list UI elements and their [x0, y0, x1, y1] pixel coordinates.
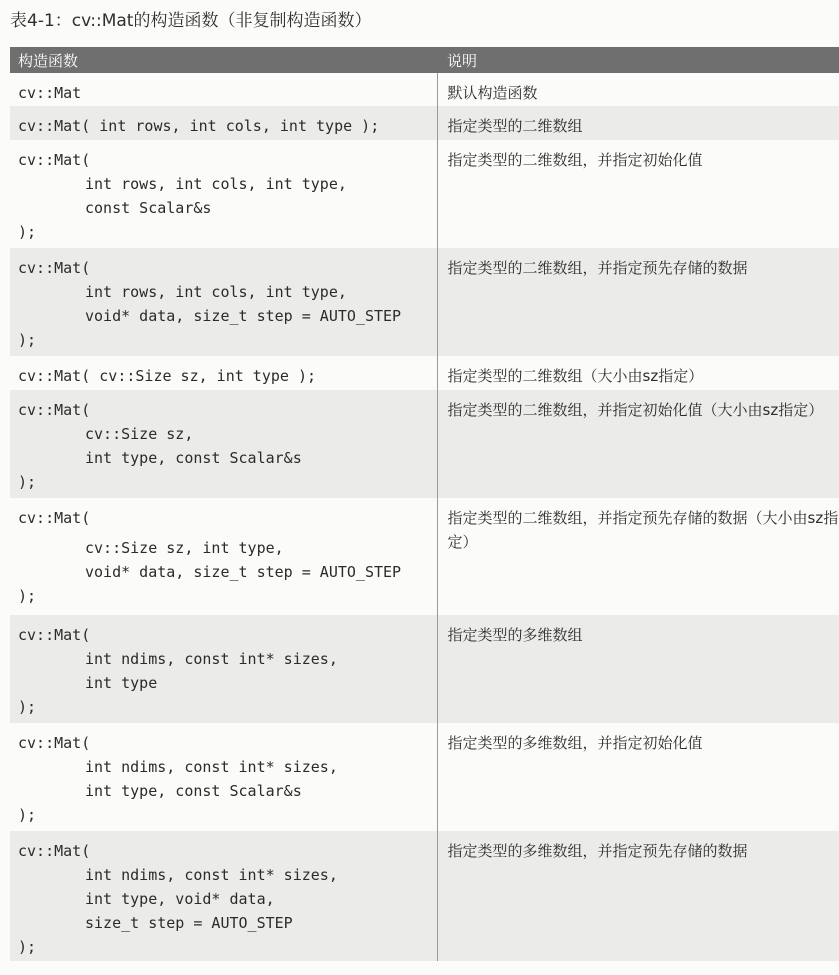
table-header-row [10, 47, 839, 73]
code-line: int type, const Scalar&s [85, 449, 302, 467]
code-cell [10, 498, 437, 615]
code-line: int ndims, const int* sizes, [85, 758, 338, 776]
code-line: cv::Mat( [18, 626, 91, 644]
header-constructor: 构造函数 [10, 47, 437, 73]
description-cell [437, 73, 839, 106]
code-line: cv::Mat( int rows, int cols, int type ); [18, 117, 380, 135]
description-cell [437, 248, 839, 356]
code-cell [10, 615, 437, 723]
description-cell [437, 831, 839, 961]
code-line: ); [18, 938, 37, 956]
description-text: 指定类型的二维数组，并指定初始化值（大小由sz指定） [447, 401, 824, 419]
table-row [10, 498, 839, 615]
description-text: 指定类型的多维数组，并指定预先存储的数据 [447, 842, 748, 860]
description-cell [437, 390, 839, 498]
code-line: cv::Mat( [18, 842, 91, 860]
code-line: cv::Mat( [18, 401, 91, 419]
code-line: cv::Mat( [18, 151, 91, 169]
code-line: int type [85, 674, 158, 692]
table-caption: 表4-1：cv::Mat的构造函数（非复制构造函数） [10, 11, 372, 31]
code-cell [10, 106, 437, 140]
description-cell [437, 140, 839, 248]
code-cell [10, 73, 437, 106]
code-line: ); [18, 698, 37, 716]
code-cell [10, 390, 437, 498]
description-cell [437, 106, 839, 140]
table-row [10, 356, 839, 390]
description-text: 指定类型的多维数组 [447, 626, 583, 644]
description-cell [437, 356, 839, 390]
code-line: ); [18, 587, 37, 605]
code-cell [10, 356, 437, 390]
constructor-table [10, 47, 839, 961]
code-line: int type, void* data, [85, 890, 275, 908]
description-cell [437, 498, 839, 615]
code-line: cv::Mat( [18, 509, 91, 527]
code-line: cv::Size sz, int type, [85, 539, 284, 557]
code-line: int ndims, const int* sizes, [85, 866, 338, 884]
code-line: int type, const Scalar&s [85, 782, 302, 800]
code-line: cv::Mat( cv::Size sz, int type ); [18, 367, 317, 385]
table-row [10, 73, 839, 106]
code-line: size_t step = AUTO_STEP [85, 914, 293, 932]
code-line: cv::Size sz, [85, 425, 194, 443]
description-text: 指定类型的二维数组，并指定预先存储的数据 [447, 259, 748, 277]
table-row [10, 390, 839, 498]
table-row [10, 831, 839, 961]
code-cell [10, 248, 437, 356]
description-text: 指定类型的二维数组 [447, 117, 583, 135]
code-cell [10, 140, 437, 248]
table-row [10, 140, 839, 248]
code-line: const Scalar&s [85, 199, 212, 217]
table-row [10, 248, 839, 356]
code-cell [10, 723, 437, 831]
code-line: ); [18, 473, 37, 491]
description-text: 默认构造函数 [447, 84, 538, 102]
code-line: cv::Mat( [18, 259, 91, 277]
description-text: 指定类型的多维数组，并指定初始化值 [447, 734, 703, 752]
code-cell [10, 831, 437, 961]
code-line: int ndims, const int* sizes, [85, 650, 338, 668]
code-line: void* data, size_t step = AUTO_STEP [85, 307, 402, 325]
code-line: ); [18, 223, 37, 241]
code-line: cv::Mat [18, 84, 82, 102]
code-line: ); [18, 806, 37, 824]
code-line: void* data, size_t step = AUTO_STEP [85, 563, 402, 581]
header-description: 说明 [437, 47, 839, 73]
description-text: 指定类型的二维数组，并指定初始化值 [447, 151, 703, 169]
code-line: ); [18, 331, 37, 349]
table-row [10, 106, 839, 140]
code-line: int rows, int cols, int type, [85, 175, 347, 193]
code-line: int rows, int cols, int type, [85, 283, 347, 301]
description-text: 指定类型的二维数组，并指定预先存储的数据（大小由sz指定） [447, 509, 839, 551]
table-row [10, 723, 839, 831]
description-cell [437, 723, 839, 831]
description-text: 指定类型的二维数组（大小由sz指定） [447, 367, 704, 385]
table-row [10, 615, 839, 723]
code-line: cv::Mat( [18, 734, 91, 752]
description-cell [437, 615, 839, 723]
